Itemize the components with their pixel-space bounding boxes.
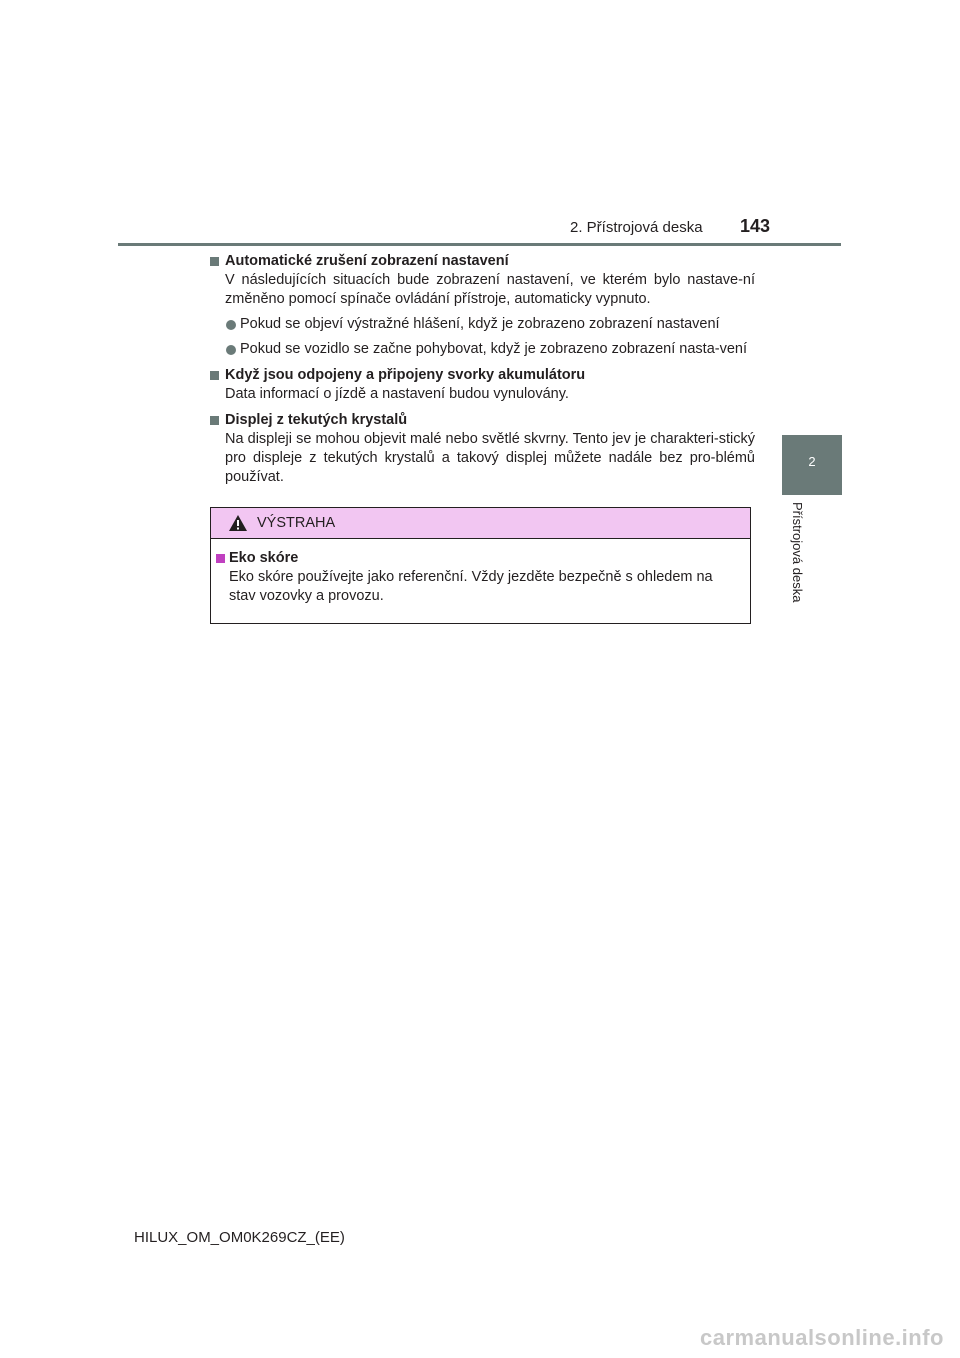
- warning-heading-text: Eko skóre: [229, 550, 299, 566]
- section-heading-text: Displej z tekutých krystalů: [225, 412, 408, 428]
- section-heading: [210, 411, 755, 430]
- watermark: carmanualsonline.info: [700, 1325, 944, 1350]
- list-item: [210, 340, 755, 359]
- warning-body: [211, 539, 750, 606]
- chapter-tab-number: 2: [808, 454, 816, 469]
- content: [210, 252, 755, 487]
- square-bullet-icon: [216, 554, 225, 563]
- list-item-text: Pokud se vozidlo se začne pohybovat, když je zobrazeno zobrazení nasta-vení: [240, 341, 747, 357]
- section-text: Data informací o jízdě a nastavení budou vynulovány.: [225, 386, 569, 402]
- list-item: [210, 315, 755, 334]
- section-battery: [210, 366, 755, 404]
- warning-header: [211, 508, 750, 539]
- warning-text: Eko skóre používejte jako referenční. Vždy jezděte bezpečně s ohledem na stav vozovky a provozu.: [229, 569, 713, 604]
- section-lcd: [210, 411, 755, 487]
- chapter-side-label: Přístrojová deska: [790, 502, 805, 603]
- list-item-text: Pokud se objeví výstražné hlášení, když je zobrazeno zobrazení nastavení: [240, 316, 720, 332]
- warning-triangle-icon: [228, 514, 248, 537]
- section-heading: [210, 252, 755, 271]
- square-bullet-icon: [210, 257, 219, 266]
- warning-title: VÝSTRAHA: [257, 515, 336, 531]
- warning-heading: [216, 549, 742, 568]
- section-heading-text: Automatické zrušení zobrazení nastavení: [225, 253, 509, 269]
- section-heading: [210, 366, 755, 385]
- section-text: Na displeji se mohou objevit malé nebo světlé skvrny. Tento jev je charakteri-stický pro displeje z tekutých krystalů a takový displej můžete nadále bez pro-blémů používat.: [225, 431, 755, 485]
- section-text: V následujících situacích bude zobrazení nastavení, ve kterém bylo nastave-ní změněno pomocí spínače ovládání přístroje, automaticky vypnuto.: [225, 272, 755, 307]
- header-section-title: 2. Přístrojová deska: [570, 219, 703, 236]
- header-rule: [118, 243, 841, 246]
- document-id: HILUX_OM_OM0K269CZ_(EE): [134, 1229, 345, 1246]
- square-bullet-icon: [210, 371, 219, 380]
- circle-bullet-icon: [226, 345, 236, 355]
- section-auto-cancel: [210, 252, 755, 359]
- chapter-tab: [782, 435, 842, 495]
- section-heading-text: Když jsou odpojeny a připojeny svorky akumulátoru: [225, 367, 586, 383]
- circle-bullet-icon: [226, 320, 236, 330]
- warning-box: [210, 507, 751, 624]
- square-bullet-icon: [210, 416, 219, 425]
- page-number: 143: [740, 216, 771, 236]
